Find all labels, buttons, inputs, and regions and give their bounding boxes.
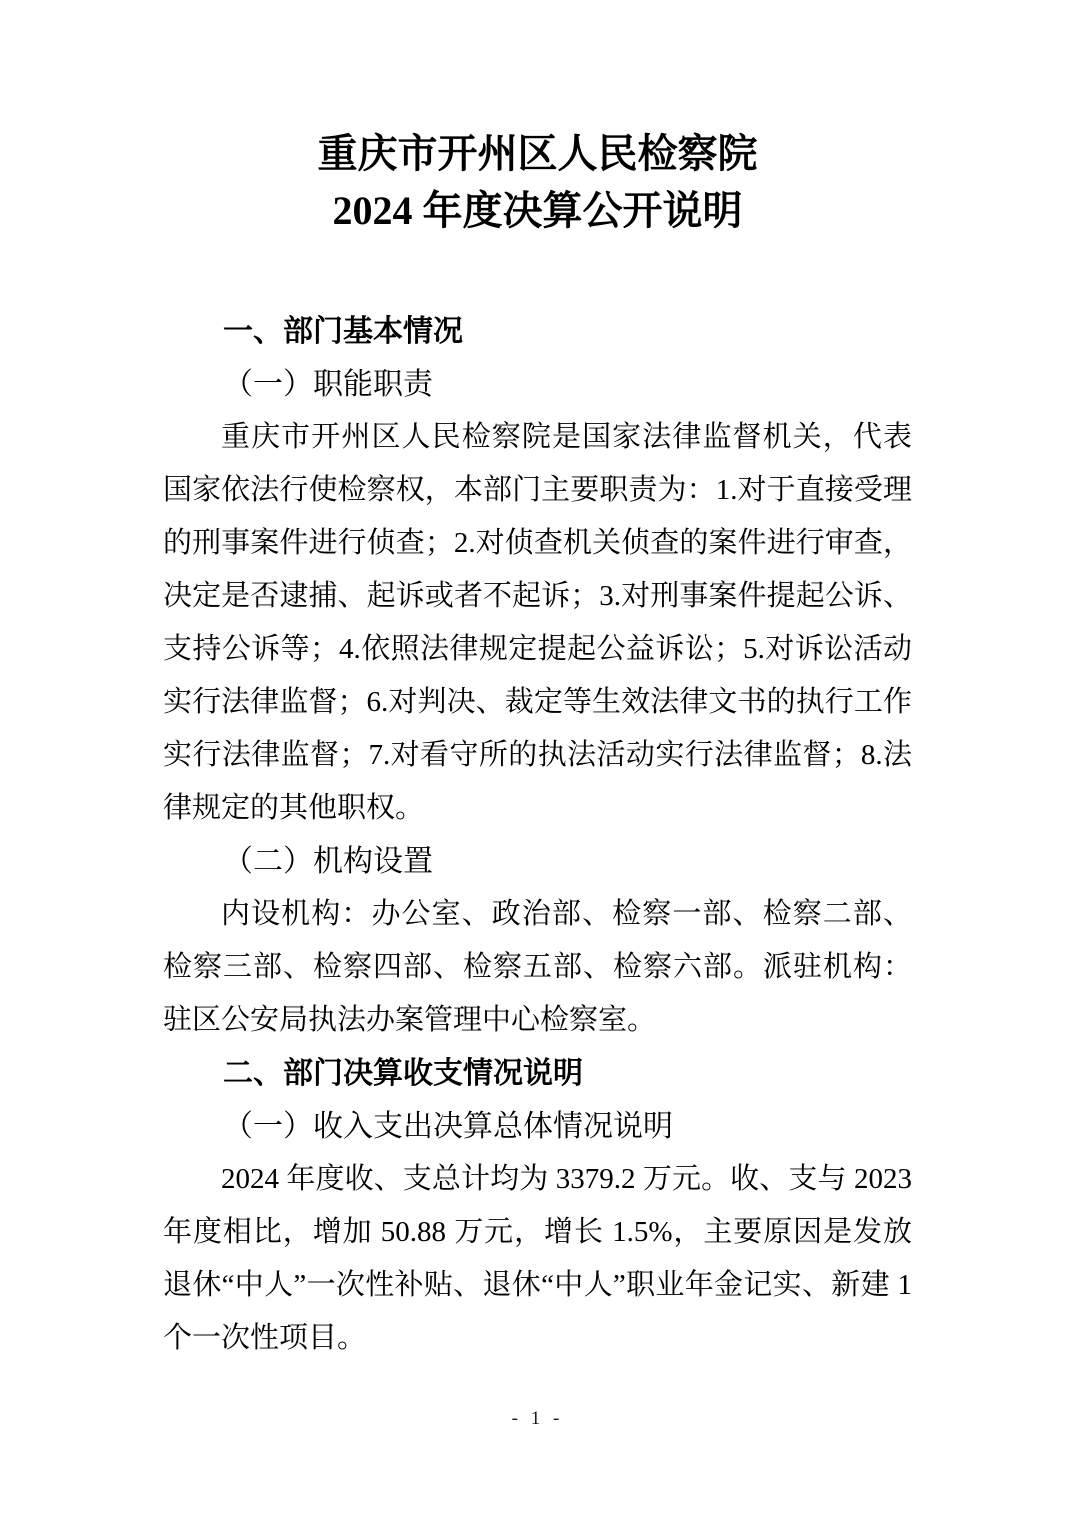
document-body [163,305,912,1365]
document-title [163,125,912,239]
document-title-line1: 重庆市开州区人民检察院 [317,131,758,176]
document-title-line2: 2024 年度决算公开说明 [332,188,743,233]
subsection-heading-2-1: （一）收入支出决算总体情况说明 [223,1110,673,1143]
section-heading-1: 一、部门基本情况 [223,315,463,348]
body-paragraph-budget: 2024 年度收、支总计均为 3379.2 万元。收、支与 2023 年度相比，增加 50.88 万元，增长 1.5%，主要原因是发放退休“中人”一次性补贴、退休“中人”职业年金记实、新建 1 个一次性项目。 [163,1163,912,1354]
body-paragraph-structure: 内设机构：办公室、政治部、检察一部、检察二部、检察三部、检察四部、检察五部、检察六部。派驻机构：驻区公安局执法办案管理中心检察室。 [163,898,912,1036]
subsection-heading-1-2: （二）机构设置 [223,845,433,878]
body-paragraph-duties: 重庆市开州区人民检察院是国家法律监督机关，代表国家依法行使检察权，本部门主要职责为：1.对于直接受理的刑事案件进行侦查；2.对侦查机关侦查的案件进行审查，决定是否逮捕、起诉或者不起诉；3.对刑事案件提起公诉、支持公诉等；4.依照法律规定提起公益诉讼；5.对诉讼活动实行法律监督；6.对判决、裁定等生效法律文书的执行工作实行法律监督；7.对看守所的执法活动实行法律监督；8.法律规定的其他职权。 [163,421,912,824]
section-heading-2: 二、部门决算收支情况说明 [223,1057,583,1090]
subsection-heading-1-1: （一）职能职责 [223,368,433,401]
page-number: - 1 - [511,1408,564,1429]
